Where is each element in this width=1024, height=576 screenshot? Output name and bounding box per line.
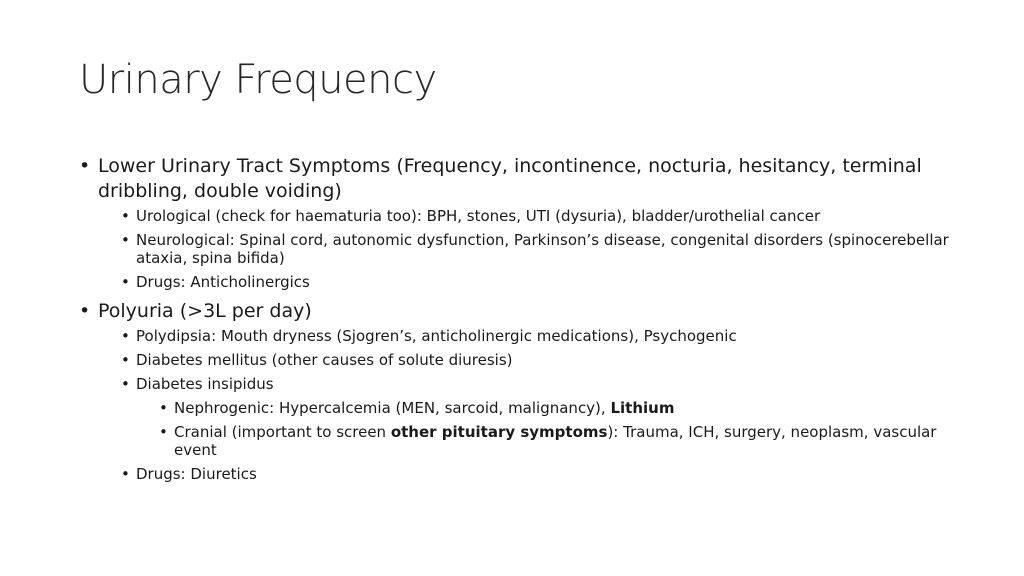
bullet-luts <box>79 154 959 291</box>
cranial-suffix: ): Trauma, ICH, surgery, neoplasm, vascular event <box>174 423 937 459</box>
subitem-nephrogenic <box>156 399 959 417</box>
slide-title: Urinary Frequency <box>79 57 437 103</box>
luts-subitems <box>118 207 959 291</box>
cranial-bold: other pituitary symptoms <box>390 423 608 441</box>
subitem-drugs-diuretics: • Drugs: Diuretics <box>118 465 959 483</box>
subitem-diabetes-insipidus <box>118 375 959 459</box>
slide-content <box>79 154 959 491</box>
nephrogenic-text: Nephrogenic: Hypercalcemia (MEN, sarcoid, malignancy), <box>174 399 611 417</box>
diabetes-insipidus-subitems <box>156 399 959 459</box>
diabetes-insipidus-text: Diabetes insipidus <box>136 375 274 393</box>
subitem-urological: • Urological (check for haematuria too): BPH, stones, UTI (dysuria), bladder/urothelial cancer <box>118 207 959 225</box>
subitem-polydipsia: • Polydipsia: Mouth dryness (Sjogren’s, anticholinergic medications), Psychogenic <box>118 327 959 345</box>
subitem-diabetes-mellitus: • Diabetes mellitus (other causes of solute diuresis) <box>118 351 959 369</box>
polyuria-subitems <box>118 327 959 483</box>
bullet-polyuria-text: Polyuria (>3L per day) <box>98 300 312 322</box>
bullet-list <box>79 154 959 483</box>
subitem-drugs-anticholinergics: • Drugs: Anticholinergics <box>118 273 959 291</box>
bullet-polyuria <box>79 299 959 483</box>
bullet-luts-text: Lower Urinary Tract Symptoms (Frequency, incontinence, nocturia, hesitancy, terminal dribbling, double voiding) <box>98 155 922 202</box>
cranial-prefix: Cranial (important to screen <box>174 423 391 441</box>
subitem-cranial <box>156 423 959 459</box>
subitem-neurological: • Neurological: Spinal cord, autonomic dysfunction, Parkinson’s disease, congenital disorders (spinocerebellar ataxia, spina bifida) <box>118 231 959 267</box>
nephrogenic-bold: Lithium <box>610 399 675 417</box>
